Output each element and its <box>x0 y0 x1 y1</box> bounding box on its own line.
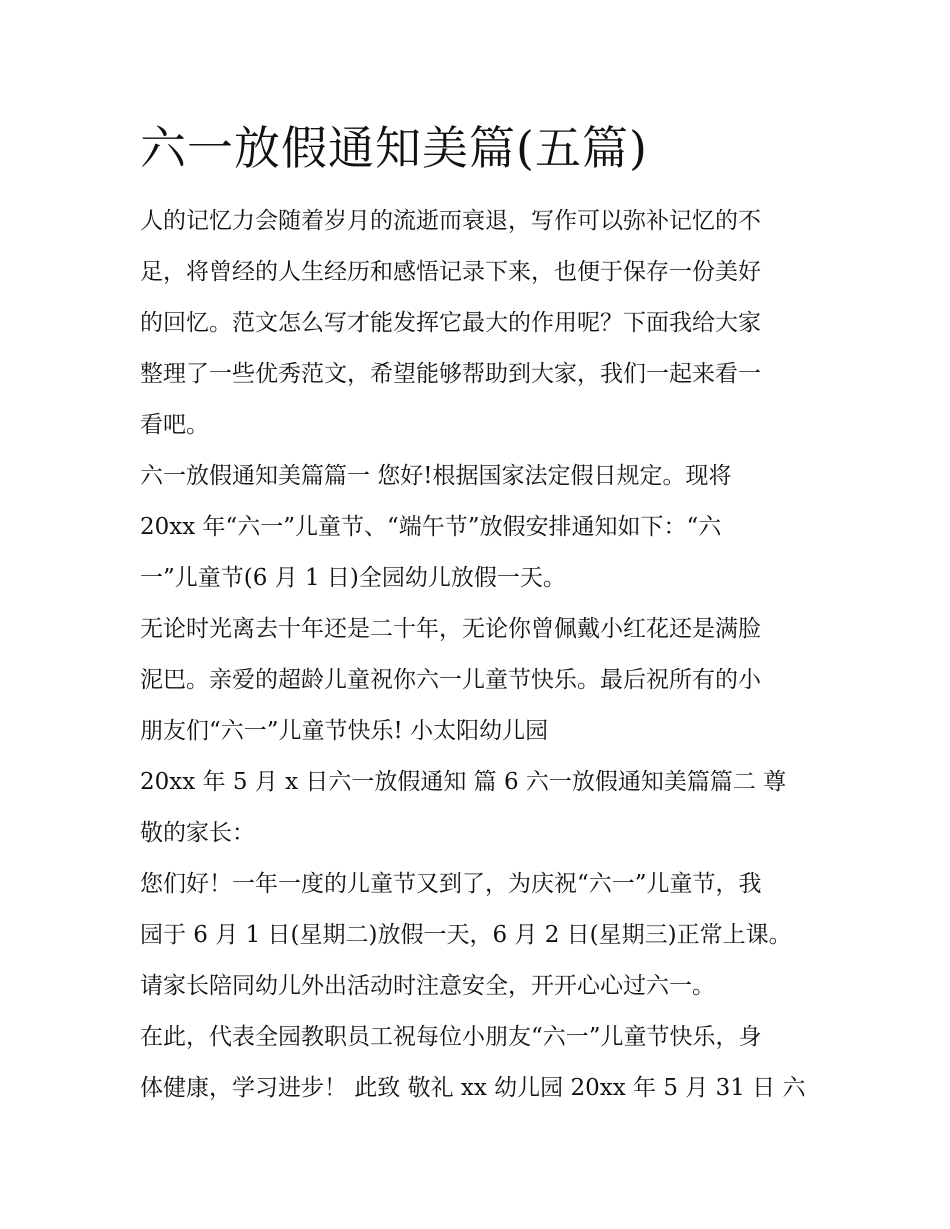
body-line: 园于 6 月 1 日(星期二)放假一天，6 月 2 日(星期三)正常上课。 <box>140 922 792 948</box>
body-line: 泥巴。亲爱的超龄儿童祝你六一儿童节快乐。最后祝所有的小 <box>140 667 761 693</box>
body-line: 足，将曾经的人生经历和感悟记录下来，也便于保存一份美好 <box>140 259 761 285</box>
document-body <box>140 196 820 1114</box>
body-line: 看吧。 <box>140 412 209 438</box>
body-line: 整理了一些优秀范文，希望能够帮助到大家，我们一起来看一 <box>140 361 761 387</box>
body-line: 敬的家长： <box>140 820 255 846</box>
body-line: 在此，代表全园教职员工祝每位小朋友“六一”儿童节快乐，身 <box>140 1024 762 1050</box>
document-page <box>140 116 820 1114</box>
body-line: 您们好！一年一度的儿童节又到了，为庆祝“六一”儿童节，我 <box>140 871 762 897</box>
body-line: 体健康，学习进步！ 此致 敬礼 xx 幼儿园 20xx 年 5 月 31 日 六 <box>140 1075 806 1101</box>
body-line: 无论时光离去十年还是二十年，无论你曾佩戴小红花还是满脸 <box>140 616 761 642</box>
body-line: 人的记忆力会随着岁月的流逝而衰退，写作可以弥补记忆的不 <box>140 208 761 234</box>
body-line: 的回忆。范文怎么写才能发挥它最大的作用呢？下面我给大家 <box>140 310 761 336</box>
body-line: 请家长陪同幼儿外出活动时注意安全，开开心心过六一。 <box>140 973 715 999</box>
body-line: 朋友们“六一”儿童节快乐! 小太阳幼儿园 <box>140 718 549 744</box>
document-title: 六一放假通知美篇(五篇) <box>140 121 648 175</box>
body-line: 一”儿童节(6 月 1 日)全园幼儿放假一天。 <box>140 565 566 591</box>
body-line: 20xx 年“六一”儿童节、“端午节”放假安排通知如下：“六 <box>140 514 722 540</box>
body-line: 20xx 年 5 月 x 日六一放假通知 篇 6 六一放假通知美篇篇二 尊 <box>140 769 787 795</box>
body-line: 六一放假通知美篇篇一 您好!根据国家法定假日规定。现将 <box>140 463 732 489</box>
